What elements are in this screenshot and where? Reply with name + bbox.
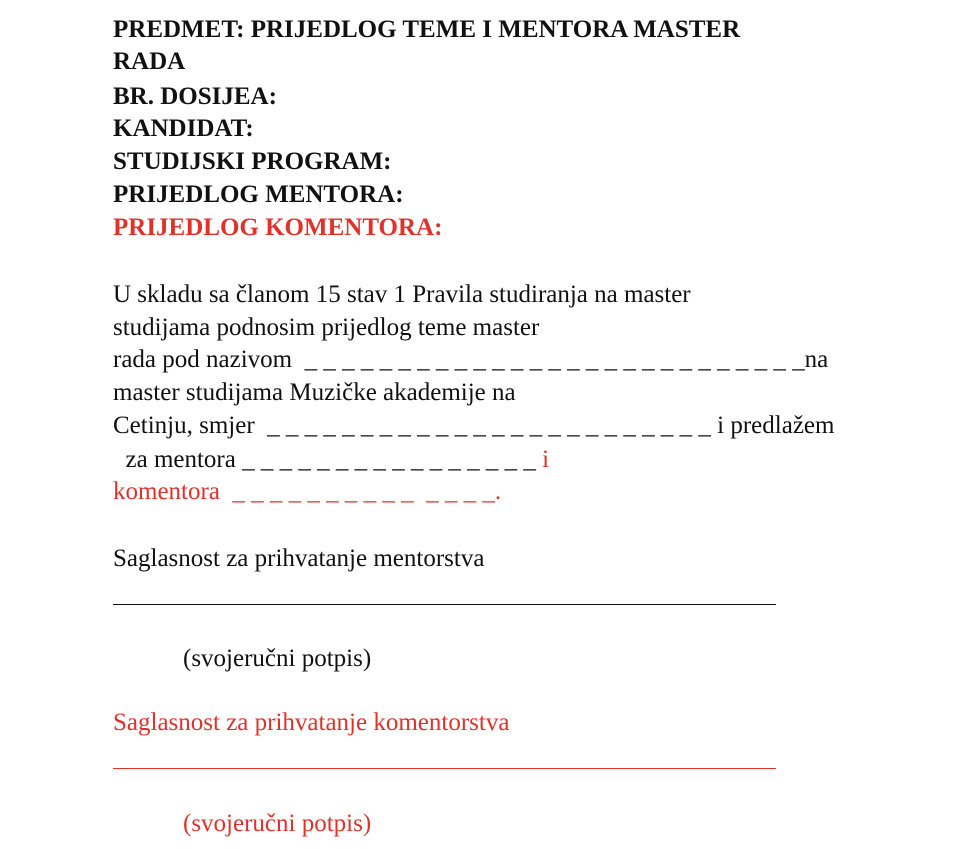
comentor-consent-label: Saglasnost za prihvatanje komentorstva [113, 709, 510, 736]
comentor-signature-line [113, 768, 776, 769]
mentor-consent-label: Saglasnost za prihvatanje mentorstva [113, 545, 485, 572]
comentor-signature-caption: (svojeručni potpis) [183, 810, 372, 837]
body-line-4: master studijama Muzičke akademije na [113, 379, 516, 406]
file-number-label: BR. DOSIJEA: [113, 83, 277, 110]
comentor-blank: _ _ _ _ _ _ _ _ _ _ _ _ _ _ [232, 478, 495, 505]
body-line-5 [113, 410, 834, 442]
body-line-2: studijama podnosim prijedlog teme master [113, 314, 540, 341]
body-line-3 [113, 344, 828, 376]
mentor-blank: _ _ _ _ _ _ _ _ _ _ _ _ _ _ _ _ [242, 446, 536, 473]
body-line-5-text: Cetinju, smjer [113, 412, 255, 439]
body-line-3-text: rada pod nazivom [113, 346, 293, 373]
body-line-1: U skladu sa članom 15 stav 1 Pravila studiranja na master [113, 281, 691, 308]
thesis-title-blank: _ _ _ _ _ _ _ _ _ _ _ _ _ _ _ _ _ _ _ _ _ _ _ _ _ _ _ [304, 346, 805, 373]
body-line-7 [113, 476, 501, 508]
body-line-7-text: komentora [113, 478, 220, 505]
body-line-7-end: . [494, 478, 502, 505]
mentor-signature-line [113, 604, 776, 605]
study-program-label: STUDIJSKI PROGRAM: [113, 148, 392, 175]
body-line-6-end: i [542, 446, 550, 473]
candidate-label: KANDIDAT: [113, 115, 254, 142]
program-blank: _ _ _ _ _ _ _ _ _ _ _ _ _ _ _ _ _ _ _ _ _ _ _ _ [267, 412, 711, 439]
body-line-6-text: za mentora [125, 446, 236, 473]
comentor-proposal-label: PRIJEDLOG KOMENTORA: [113, 214, 443, 241]
mentor-proposal-label: PRIJEDLOG MENTORA: [113, 181, 404, 208]
subject-line-1: PREDMET: PRIJEDLOG TEME I MENTORA MASTER [113, 16, 741, 43]
subject-line-2: RADA [113, 48, 186, 75]
mentor-signature-caption: (svojeručni potpis) [183, 645, 372, 672]
body-line-5-end: i predlažem [717, 412, 835, 439]
body-line-6 [113, 444, 549, 476]
body-line-3-end: na [804, 346, 829, 373]
